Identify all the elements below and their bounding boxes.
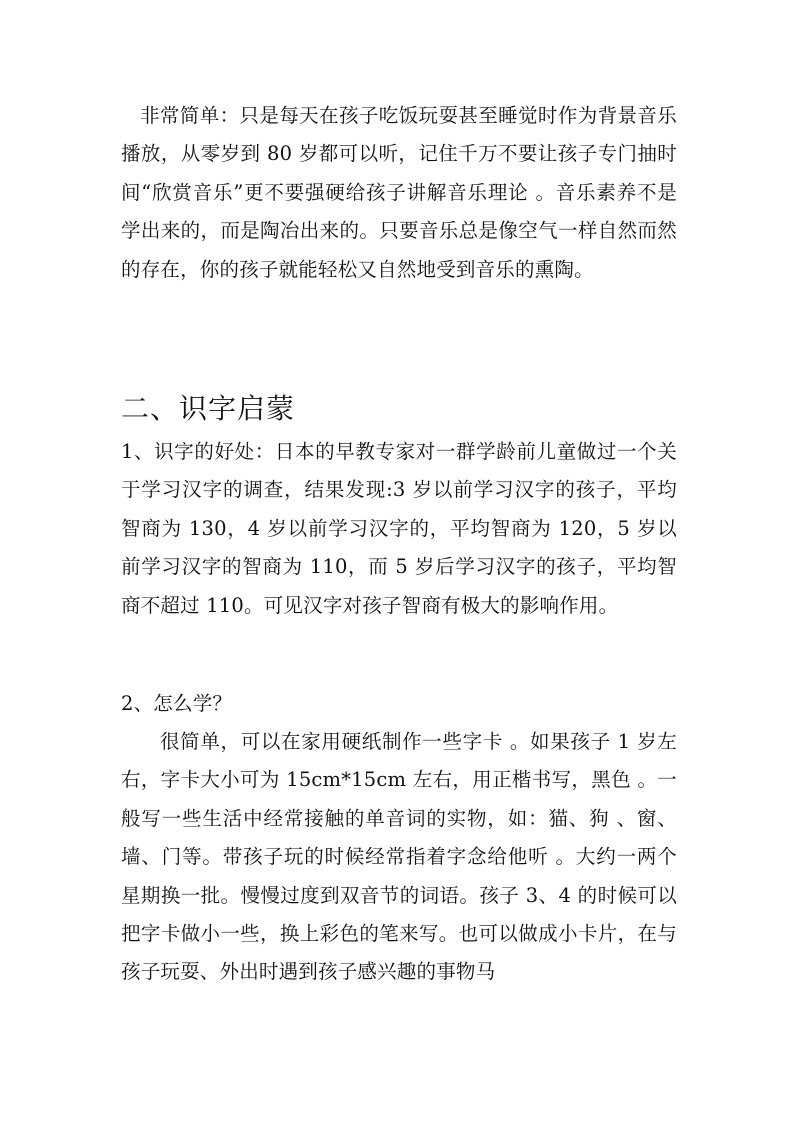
paragraph-literacy-benefits: 1、识字的好处：日本的早教专家对一群学龄前儿童做过一个关于学习汉字的调查，结果发现:3 岁以前学习汉字的孩子，平均智商为 130，4 岁以前学习汉字的，平均智商为 120，5 岁以前学习汉字的智商为 110，而 5 岁后学习汉字的孩子，平均智商不超过 110。可见汉字对孩子智商有极大的影响作用。 (121, 440, 677, 617)
paragraph-how-to-learn: 2、怎么学？ (121, 692, 233, 715)
section-heading: 二、识字启蒙 (121, 392, 296, 425)
paragraph-music-method: 非常简单：只是每天在孩子吃饭玩耍甚至睡觉时作为背景音乐播放，从零岁到 80 岁都可以听，记住千万不要让孩子专门抽时间“欣赏音乐”更不要强硬给孩子讲解音乐理论 。音乐素养不是学出来的，而是陶冶出来的。只要音乐总是像空气一样自然而然的存在，你的孩子就能轻松又自然地受到音乐的熏陶。 (121, 104, 677, 281)
paragraph-word-cards: 很简单，可以在家用硬纸制作一些字卡 。如果孩子 1 岁左右，字卡大小可为 15cm*15cm 左右，用正楷书写，黑色 。一般写一些生活中经常接触的单音词的实物，如：猫、狗 、窗、墙、门等。带孩子玩的时候经常指着字念给他听 。大约一两个星期换一批。慢慢过度到双音节的词语。孩子 3、4 的时候可以把字卡做小一些，换上彩色的笔来写。也可以做成小卡片，在与孩子玩耍、外出时遇到孩子感兴趣的事物马 (121, 730, 677, 984)
